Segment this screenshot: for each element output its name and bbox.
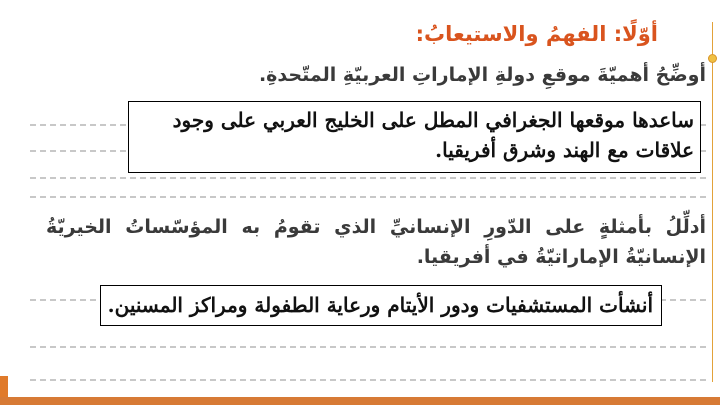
answer-guide-line [30, 346, 706, 348]
section-heading: أوّلًا: الفهمُ والاستيعابُ: [415, 22, 658, 46]
question-2-answer: أنشأت المستشفيات ودور الأيتام ورعاية الطفولة ومراكز المسنين. [100, 285, 662, 326]
answer-guide-line [30, 196, 706, 198]
scrollbar-thumb[interactable] [708, 54, 717, 63]
question-1-prompt: أوضِّحُ أهميّةَ موقعِ دولةِ الإماراتِ العربيّةِ المتّحدةِ. [258, 64, 706, 86]
question-1-answer: ساعدها موقعها الجغرافي المطل على الخليج العربي على وجود علاقات مع الهند وشرق أفريقيا. [128, 101, 701, 173]
bottom-accent-bar [0, 397, 720, 405]
answer-guide-line [30, 177, 706, 179]
question-2-prompt: أدلِّلُ بأمثلةٍ على الدّورِ الإنسانيِّ الذي تقومُ به المؤسّساتُ الخيريّةُ الإنسانيّةُ الإماراتيّةُ في أفريقيا. [46, 216, 706, 268]
scrollbar-track [712, 22, 713, 382]
answer-guide-line [30, 379, 706, 381]
page-scrollbar[interactable] [708, 14, 720, 405]
